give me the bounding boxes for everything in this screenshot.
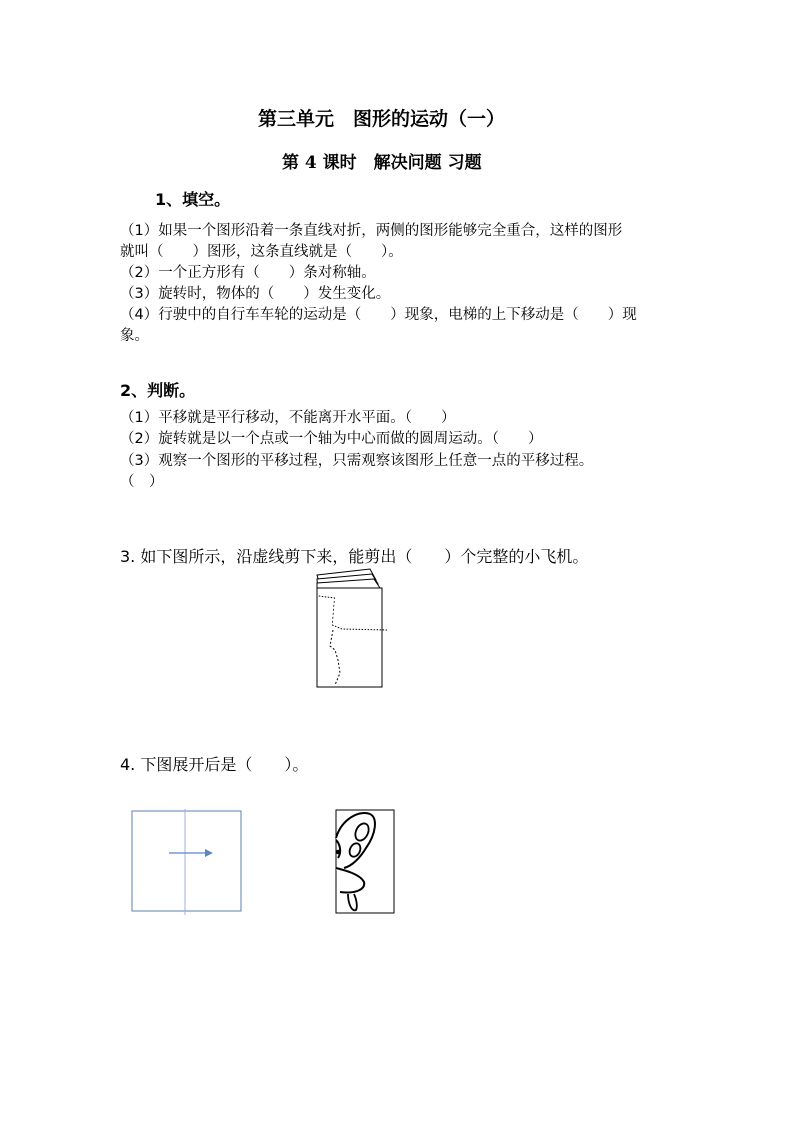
section-1-line-4: （3）旋转时，物体的（ ）发生变化。 [120,286,391,302]
section-2-line-4: （ ） [120,474,164,490]
section-1-line-6: 象。 [120,328,149,344]
half-butterfly-figure [330,808,400,918]
section-2-line-1: （1）平移就是平行移动，不能离开水平面。（ ） [120,410,456,426]
section-2-line-2: （2）旋转就是以一个点或一个轴为中心而做的圆周运动。（ ） [120,431,543,447]
folded-square-figure [131,809,243,917]
section-1-line-5: （4）行驶中的自行车车轮的运动是（ ）现象，电梯的上下移动是（ ）现 [120,307,637,323]
section-2-line-3: （3）观察一个图形的平移过程，只需观察该图形上任意一点的平移过程。 [120,453,594,469]
page-subtitle: 第 4 课时 解决问题 习题 [282,153,482,173]
section-2-heading: 2、判断。 [120,381,196,400]
section-1-line-2: 就叫（ ）图形，这条直线就是（ ）。 [120,244,403,260]
page-title: 第三单元 图形的运动（一） [258,108,506,130]
question-4: 4. 下图展开后是（ ）。 [120,755,309,774]
question-3: 3. 如下图所示，沿虚线剪下来，能剪出（ ）个完整的小飞机。 [120,547,589,566]
section-1-line-1: （1）如果一个图形沿着一条直线对折，两侧的图形能够完全重合，这样的图形 [120,223,623,239]
section-1-line-3: （2）一个正方形有（ ）条对称轴。 [120,265,376,281]
folded-paper-figure [300,560,390,690]
section-1-heading: 1、填空。 [155,190,231,209]
